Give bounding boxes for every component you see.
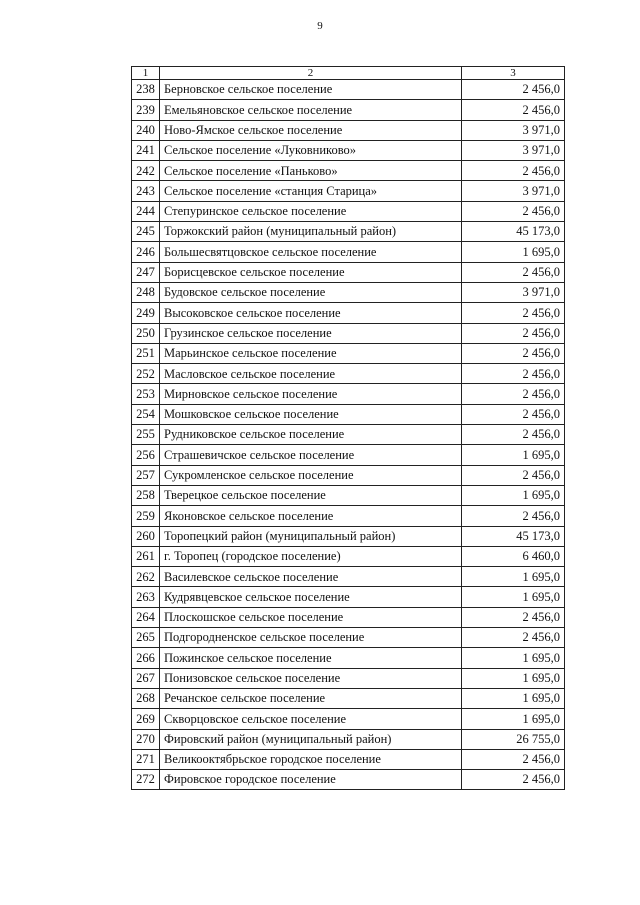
settlement-name-cell: Пожинское сельское поселение	[160, 648, 462, 668]
row-number-cell: 252	[132, 364, 160, 384]
row-number-cell: 259	[132, 506, 160, 526]
settlement-name-cell: Сукромленское сельское поселение	[160, 465, 462, 485]
settlement-name-cell: Скворцовское сельское поселение	[160, 709, 462, 729]
table-body	[132, 67, 565, 790]
amount-cell: 2 456,0	[462, 425, 565, 445]
amount-cell: 2 456,0	[462, 201, 565, 221]
amount-cell: 3 971,0	[462, 282, 565, 302]
amount-cell: 1 695,0	[462, 668, 565, 688]
table-row	[132, 343, 565, 363]
settlement-name-cell: Речанское сельское поселение	[160, 688, 462, 708]
settlement-name-cell: Кудрявцевское сельское поселение	[160, 587, 462, 607]
table-row	[132, 282, 565, 302]
table-row	[132, 404, 565, 424]
settlement-name-cell: Подгородненское сельское поселение	[160, 628, 462, 648]
amount-cell: 1 695,0	[462, 587, 565, 607]
row-number-cell: 261	[132, 546, 160, 566]
amount-cell: 45 173,0	[462, 222, 565, 242]
row-number-cell: 265	[132, 628, 160, 648]
row-number-cell: 251	[132, 343, 160, 363]
table-header-row	[132, 67, 565, 80]
table-row	[132, 668, 565, 688]
table-row	[132, 729, 565, 749]
amount-cell: 2 456,0	[462, 384, 565, 404]
settlement-name-cell: Будовское сельское поселение	[160, 282, 462, 302]
amount-cell: 3 971,0	[462, 140, 565, 160]
amount-cell: 2 456,0	[462, 506, 565, 526]
amount-cell: 2 456,0	[462, 628, 565, 648]
table-row	[132, 770, 565, 790]
amount-cell: 2 456,0	[462, 749, 565, 769]
table-row	[132, 425, 565, 445]
table-row	[132, 567, 565, 587]
table-row	[132, 242, 565, 262]
table-row	[132, 526, 565, 546]
table-row	[132, 709, 565, 729]
row-number-cell: 243	[132, 181, 160, 201]
table-row	[132, 140, 565, 160]
amount-cell: 1 695,0	[462, 567, 565, 587]
amount-cell: 2 456,0	[462, 607, 565, 627]
row-number-cell: 262	[132, 567, 160, 587]
column-header-2: 2	[160, 67, 462, 80]
settlement-name-cell: Грузинское сельское поселение	[160, 323, 462, 343]
amount-cell: 2 456,0	[462, 404, 565, 424]
settlement-name-cell: Борисцевское сельское поселение	[160, 262, 462, 282]
table-row	[132, 648, 565, 668]
settlement-name-cell: Ново-Ямское сельское поселение	[160, 120, 462, 140]
table-row	[132, 323, 565, 343]
amount-cell: 1 695,0	[462, 445, 565, 465]
allocation-table	[131, 66, 565, 790]
table-row	[132, 364, 565, 384]
row-number-cell: 239	[132, 100, 160, 120]
table-row	[132, 587, 565, 607]
settlement-name-cell: Фировское городское поселение	[160, 770, 462, 790]
settlement-name-cell: Тверецкое сельское поселение	[160, 485, 462, 505]
table-row	[132, 120, 565, 140]
amount-cell: 1 695,0	[462, 709, 565, 729]
row-number-cell: 260	[132, 526, 160, 546]
row-number-cell: 246	[132, 242, 160, 262]
table-row	[132, 607, 565, 627]
row-number-cell: 247	[132, 262, 160, 282]
row-number-cell: 241	[132, 140, 160, 160]
table-row	[132, 303, 565, 323]
settlement-name-cell: Понизовское сельское поселение	[160, 668, 462, 688]
amount-cell: 2 456,0	[462, 770, 565, 790]
table-row	[132, 80, 565, 100]
amount-cell: 2 456,0	[462, 465, 565, 485]
settlement-name-cell: Страшевичское сельское поселение	[160, 445, 462, 465]
table-row	[132, 485, 565, 505]
amount-cell: 2 456,0	[462, 262, 565, 282]
amount-cell: 6 460,0	[462, 546, 565, 566]
row-number-cell: 240	[132, 120, 160, 140]
row-number-cell: 267	[132, 668, 160, 688]
table-row	[132, 749, 565, 769]
page-number: 9	[317, 20, 323, 32]
settlement-name-cell: Сельское поселение «станция Старица»	[160, 181, 462, 201]
table-row	[132, 546, 565, 566]
settlement-name-cell: Яконовское сельское поселение	[160, 506, 462, 526]
settlement-name-cell: Великооктябрьское городское поселение	[160, 749, 462, 769]
amount-cell: 26 755,0	[462, 729, 565, 749]
table-row	[132, 222, 565, 242]
row-number-cell: 244	[132, 201, 160, 221]
row-number-cell: 272	[132, 770, 160, 790]
table-row	[132, 201, 565, 221]
table-row	[132, 100, 565, 120]
row-number-cell: 257	[132, 465, 160, 485]
column-header-1: 1	[132, 67, 160, 80]
table-row	[132, 506, 565, 526]
amount-cell: 2 456,0	[462, 161, 565, 181]
settlement-name-cell: Мошковское сельское поселение	[160, 404, 462, 424]
row-number-cell: 271	[132, 749, 160, 769]
amount-cell: 2 456,0	[462, 80, 565, 100]
column-header-3: 3	[462, 67, 565, 80]
settlement-name-cell: Емельяновское сельское поселение	[160, 100, 462, 120]
settlement-name-cell: Василевское сельское поселение	[160, 567, 462, 587]
settlement-name-cell: Марьинское сельское поселение	[160, 343, 462, 363]
settlement-name-cell: Фировский район (муниципальный район)	[160, 729, 462, 749]
settlement-name-cell: Сельское поселение «Паньково»	[160, 161, 462, 181]
settlement-name-cell: Сельское поселение «Луковниково»	[160, 140, 462, 160]
table-row	[132, 628, 565, 648]
row-number-cell: 253	[132, 384, 160, 404]
row-number-cell: 255	[132, 425, 160, 445]
row-number-cell: 250	[132, 323, 160, 343]
row-number-cell: 238	[132, 80, 160, 100]
settlement-name-cell: Степуринское сельское поселение	[160, 201, 462, 221]
row-number-cell: 248	[132, 282, 160, 302]
table-row	[132, 161, 565, 181]
settlement-name-cell: Рудниковское сельское поселение	[160, 425, 462, 445]
amount-cell: 1 695,0	[462, 648, 565, 668]
table-row	[132, 181, 565, 201]
row-number-cell: 268	[132, 688, 160, 708]
amount-cell: 1 695,0	[462, 242, 565, 262]
row-number-cell: 270	[132, 729, 160, 749]
settlement-name-cell: Берновское сельское поселение	[160, 80, 462, 100]
settlement-name-cell: Плоскошское сельское поселение	[160, 607, 462, 627]
table-row	[132, 384, 565, 404]
row-number-cell: 258	[132, 485, 160, 505]
row-number-cell: 269	[132, 709, 160, 729]
amount-cell: 3 971,0	[462, 181, 565, 201]
row-number-cell: 264	[132, 607, 160, 627]
amount-cell: 1 695,0	[462, 485, 565, 505]
amount-cell: 2 456,0	[462, 364, 565, 384]
settlement-name-cell: Торжокский район (муниципальный район)	[160, 222, 462, 242]
amount-cell: 45 173,0	[462, 526, 565, 546]
settlement-name-cell: Торопецкий район (муниципальный район)	[160, 526, 462, 546]
amount-cell: 2 456,0	[462, 343, 565, 363]
row-number-cell: 249	[132, 303, 160, 323]
amount-cell: 2 456,0	[462, 303, 565, 323]
row-number-cell: 254	[132, 404, 160, 424]
row-number-cell: 256	[132, 445, 160, 465]
settlement-name-cell: Высоковское сельское поселение	[160, 303, 462, 323]
table-row	[132, 465, 565, 485]
row-number-cell: 263	[132, 587, 160, 607]
amount-cell: 3 971,0	[462, 120, 565, 140]
row-number-cell: 242	[132, 161, 160, 181]
amount-cell: 2 456,0	[462, 323, 565, 343]
table-row	[132, 262, 565, 282]
table-row	[132, 445, 565, 465]
table-row	[132, 688, 565, 708]
amount-cell: 1 695,0	[462, 688, 565, 708]
settlement-name-cell: Мирновское сельское поселение	[160, 384, 462, 404]
amount-cell: 2 456,0	[462, 100, 565, 120]
settlement-name-cell: г. Торопец (городское поселение)	[160, 546, 462, 566]
settlement-name-cell: Большесвятцовское сельское поселение	[160, 242, 462, 262]
row-number-cell: 245	[132, 222, 160, 242]
settlement-name-cell: Масловское сельское поселение	[160, 364, 462, 384]
row-number-cell: 266	[132, 648, 160, 668]
